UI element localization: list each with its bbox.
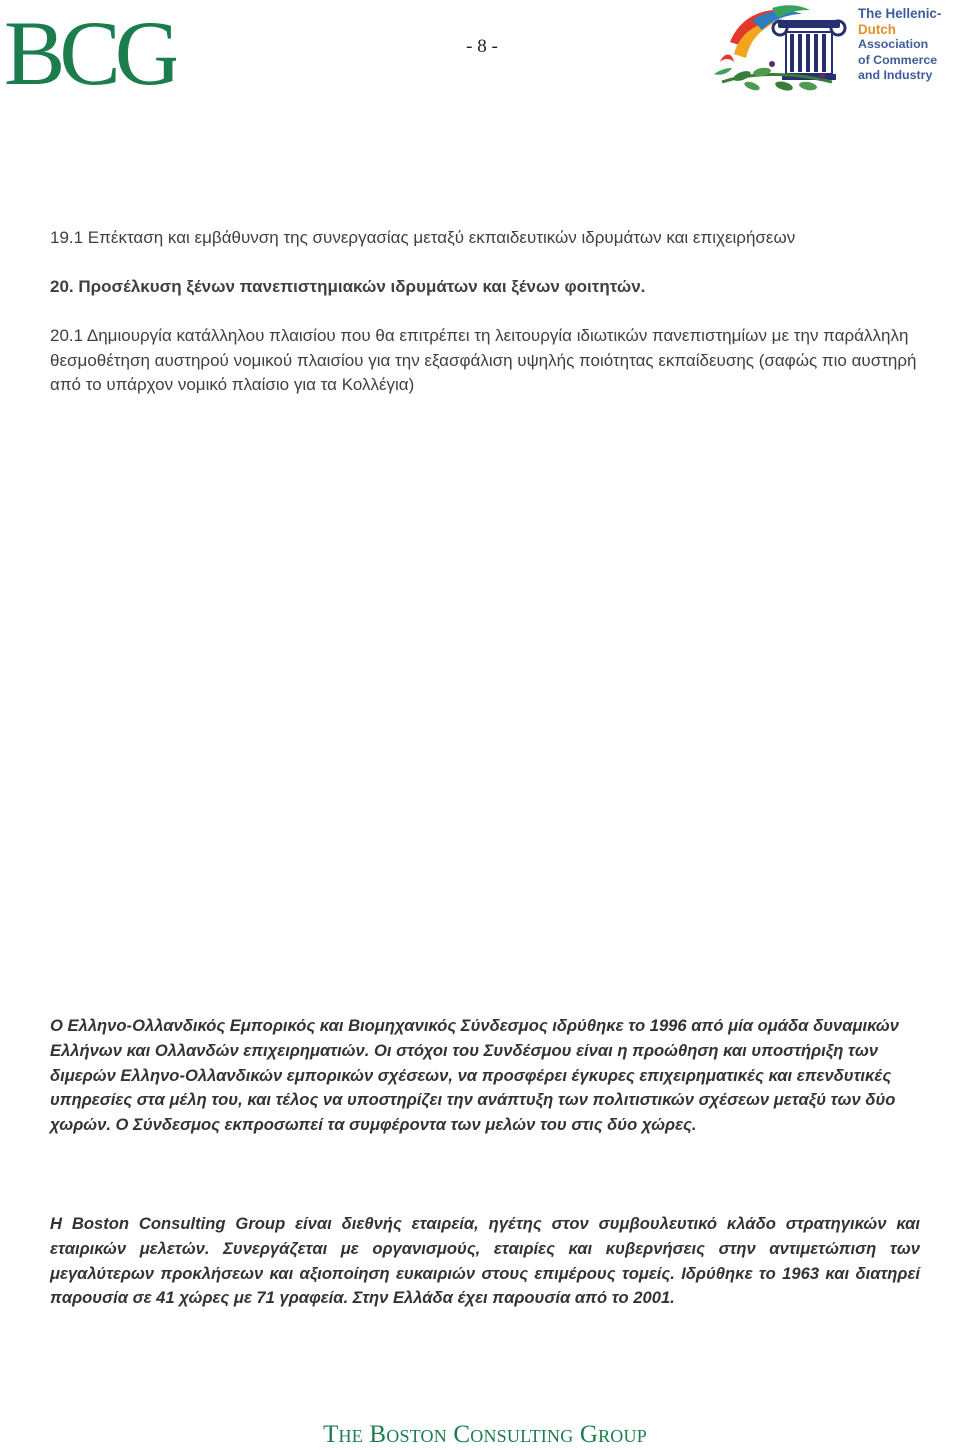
hdcci-logo-line: and Industry	[858, 68, 933, 82]
item-20-1: 20.1 Δημιουργία κατάλληλου πλαισίου που θα επιτρέπει τη λειτουργία ιδιωτικών πανεπιστημίων με την παράλληλη θεσμοθέτηση αυστηρού νομικού πλαισίου για την εξασφάλιση υψηλής ποιότητας εκπαίδευσης (σαφώς πιο αυστηρή από το υπάρχον νομικό πλαίσιο για τα Κολλέγια)	[50, 326, 917, 395]
hdcci-logo-line: The Hellenic-	[858, 6, 942, 21]
hdcci-logo-line: Association	[858, 37, 929, 51]
item-20-heading: 20. Προσέλκυση ξένων πανεπιστημιακών ιδρυμάτων και ξένων φοιτητών.	[50, 277, 646, 296]
about-hdcci: Ο Ελληνο-Ολλανδικός Εμπορικός και Βιομηχανικός Σύνδεσμος ιδρύθηκε το 1996 από μία ομάδα δυναμικών Ελλήνων και Ολλανδών επιχειρηματιών. Οι στόχοι του Συνδέσμου είναι η προώθηση και υποστήριξη των διμερών Ελληνο-Ολλανδικών εμπορικών σχέσεων, να προσφέρει έγκυρες επιχειρηματικές και επενδυτικές υπηρεσίες στα μέλη του, και τέλος να υποστηρίζει την ανάπτυξη των πολιτιστικών σχέσεων μεταξύ των δύο χωρών. Ο Σύνδεσμος εκπροσωπεί τα συμφέροντα των μελών του στις δύο χώρες.	[50, 1016, 899, 1135]
hdcci-logo	[712, 2, 958, 94]
bcg-logo-graphic	[4, 8, 176, 94]
bcg-logo-text: BCG	[4, 8, 176, 94]
hdcci-logo-line: Dutch	[858, 21, 896, 37]
page-number: - 8 -	[466, 36, 498, 57]
about-bcg: Η Boston Consulting Group είναι διεθνής εταιρεία, ηγέτης στον συμβουλευτικό κλάδο στρατηγικών και εταιρικών μελετών. Συνεργάζεται με οργανισμούς, εταιρίες και κυβερνήσεις στην αντιμετώπιση των μεγαλύτερων προκλήσεων και αξιοποίηση ευκαιριών στους επιμέρους τομείς. Ιδρύθηκε το 1963 και διατηρεί παρουσία σε 41 χώρες με 71 γραφεία. Στην Ελλάδα έχει παρουσία από το 2001.	[50, 1214, 920, 1308]
hdcci-logo-text	[858, 6, 958, 84]
hdcci-logo-line: of Commerce	[858, 52, 938, 67]
item-19-1: 19.1 Επέκταση και εμβάθυνση της συνεργασίας μεταξύ εκπαιδευτικών ιδρυμάτων και επιχειρήσεων	[50, 228, 796, 247]
hdcci-emblem-icon	[712, 2, 858, 94]
footer-bcg-logo: The Boston Consulting Group	[323, 1421, 647, 1448]
bcg-logo	[4, 8, 176, 94]
